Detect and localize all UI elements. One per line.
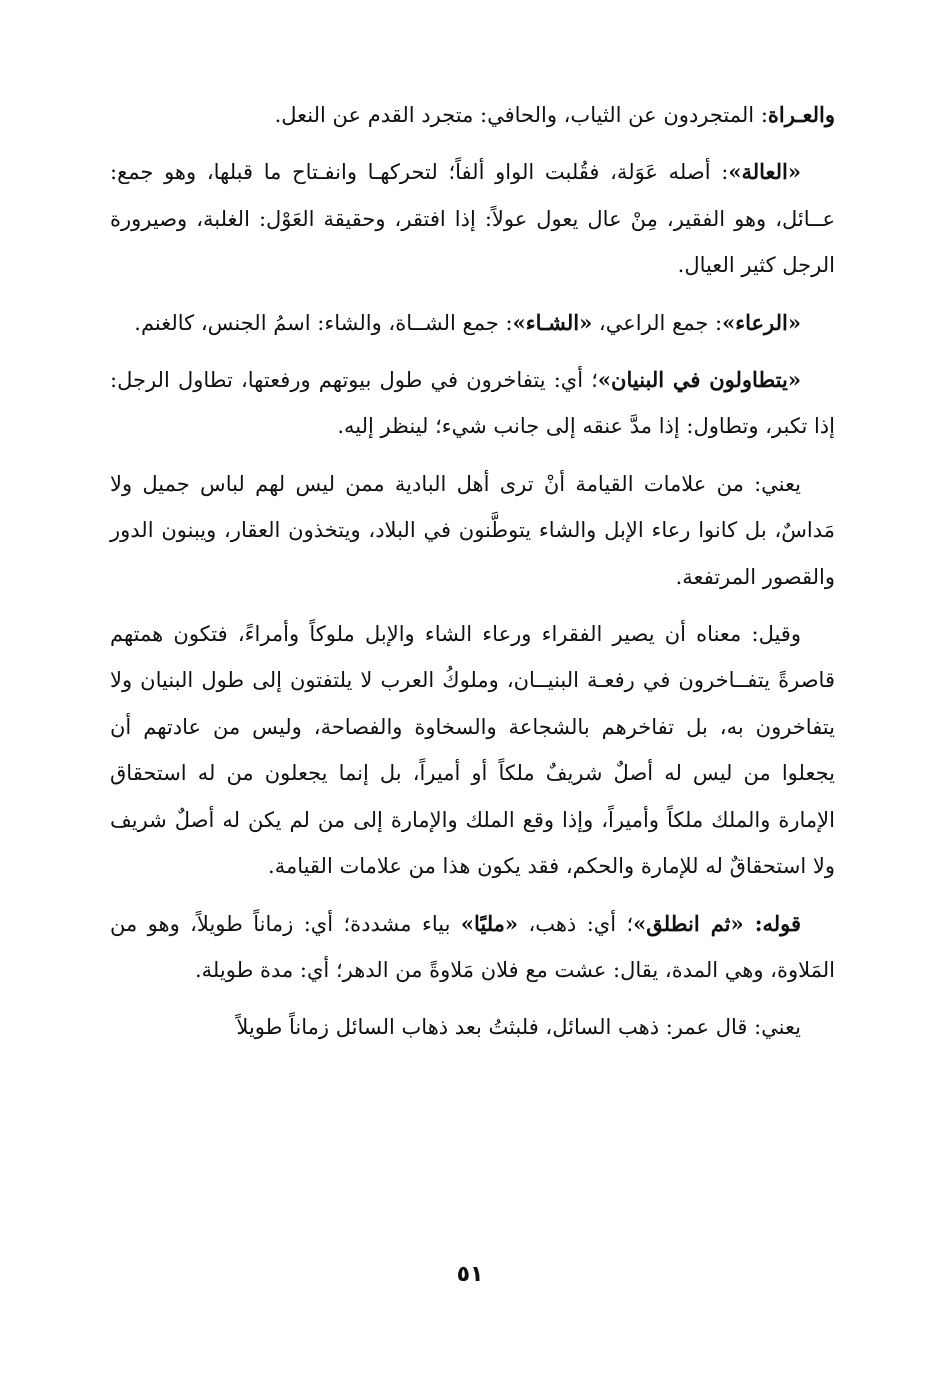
paragraph-1 bbox=[110, 92, 835, 138]
paragraph-1-text: : المتجردون عن الثياب، والحافي: متجرد القدم عن النعل. bbox=[274, 103, 768, 127]
paragraph-4-text: ؛ أي: يتفاخرون في طول بيوتهم ورفعتها، تطاول الرجل: إذا تكبر، وتطاول: إذا مدَّ عنقه إلى جانب شيء؛ لينظر إليه. bbox=[110, 368, 835, 439]
paragraph-8-text: يعني: قال عمر: ذهب السائل، فلبثتُ بعد ذهاب السائل زماناً طويلاً bbox=[236, 1015, 801, 1040]
paragraph-2 bbox=[110, 149, 835, 288]
paragraph-3 bbox=[110, 300, 835, 346]
paragraph-3-text: : جمع الشــاة، والشاء: اسمُ الجنس، كالغنم. bbox=[134, 310, 513, 335]
paragraph-2-text: : أصله عَوَلة، فقُلبت الواو ألفاً؛ لتحركهـا وانفـتاح ما قبلها، وهو جمع: عــائل، وهو الفقير، مِنْ عال يعول عولاً: إذا افتقر، وحقيقة العَوْل: الغلبة، وصيرورة الرجل كثير العيال. bbox=[110, 160, 835, 278]
paragraph-3-mid: : جمع الراعي، bbox=[592, 310, 723, 335]
paragraph-5-text: يعني: من علامات القيامة أنْ ترى أهل البادية ممن ليس لهم لباس جميل ولا مَداسٌ، بل كانوا رعاء الإبل والشاء يتوطَّنون في البلاد، ويتخذون العقار، ويبنون الدور والقصور المرتفعة. bbox=[110, 471, 835, 589]
term-al-shaa: «الشـاء» bbox=[512, 309, 593, 335]
term-yatatawaloon: «يتطاولون في البنيان» bbox=[597, 367, 801, 393]
paragraph-7-text: بياء مشددة؛ أي: زماناً طويلاً، وهو من المَلاوة، وهي المدة، يقال: عشت مع فلان مَلاوةً من الدهر؛ أي: مدة طويلة. bbox=[110, 911, 835, 982]
paragraph-7-mid: ؛ أي: ذهب، bbox=[518, 911, 634, 936]
paragraph-5 bbox=[110, 461, 835, 600]
term-al-aala: «العالة» bbox=[728, 159, 801, 185]
paragraph-6 bbox=[110, 611, 835, 889]
term-thumma-intalaqa: قوله: «ثم انطلق» bbox=[633, 910, 802, 936]
term-al-uraat: والعـراة bbox=[767, 102, 835, 127]
term-al-riaa: «الرعاء» bbox=[722, 309, 801, 335]
page-body bbox=[110, 92, 835, 1062]
page-number: ٥١ bbox=[456, 1262, 484, 1287]
term-maliyyan: «مليًا» bbox=[460, 910, 519, 936]
paragraph-6-text: وقيل: معناه أن يصير الفقراء ورعاء الشاء والإبل ملوكاً وأمراءً، فتكون همتهم قاصرةً يتفــاخرون في رفعـة البنيــان، وملوكُ العرب لا يلتفتون إلى طول البنيان ولا يتفاخرون به، بل تفاخرهم بالشجاعة والسخاوة والفصاحة، وليس من عادتهم أن يجعلوا من ليس له أصلٌ شريفٌ ملكاً أو أميراً، بل إنما يجعلون من له استحقاق الإمارة والملك ملكاً وأميراً، وإذا وقع الملك والإمارة إلى من لم يكن له أصلٌ شريف ولا استحقاقٌ له للإمارة والحكم، فقد يكون هذا من علامات القيامة. bbox=[110, 622, 835, 879]
paragraph-4 bbox=[110, 357, 835, 450]
paragraph-7 bbox=[110, 901, 835, 994]
paragraph-8 bbox=[110, 1004, 835, 1050]
